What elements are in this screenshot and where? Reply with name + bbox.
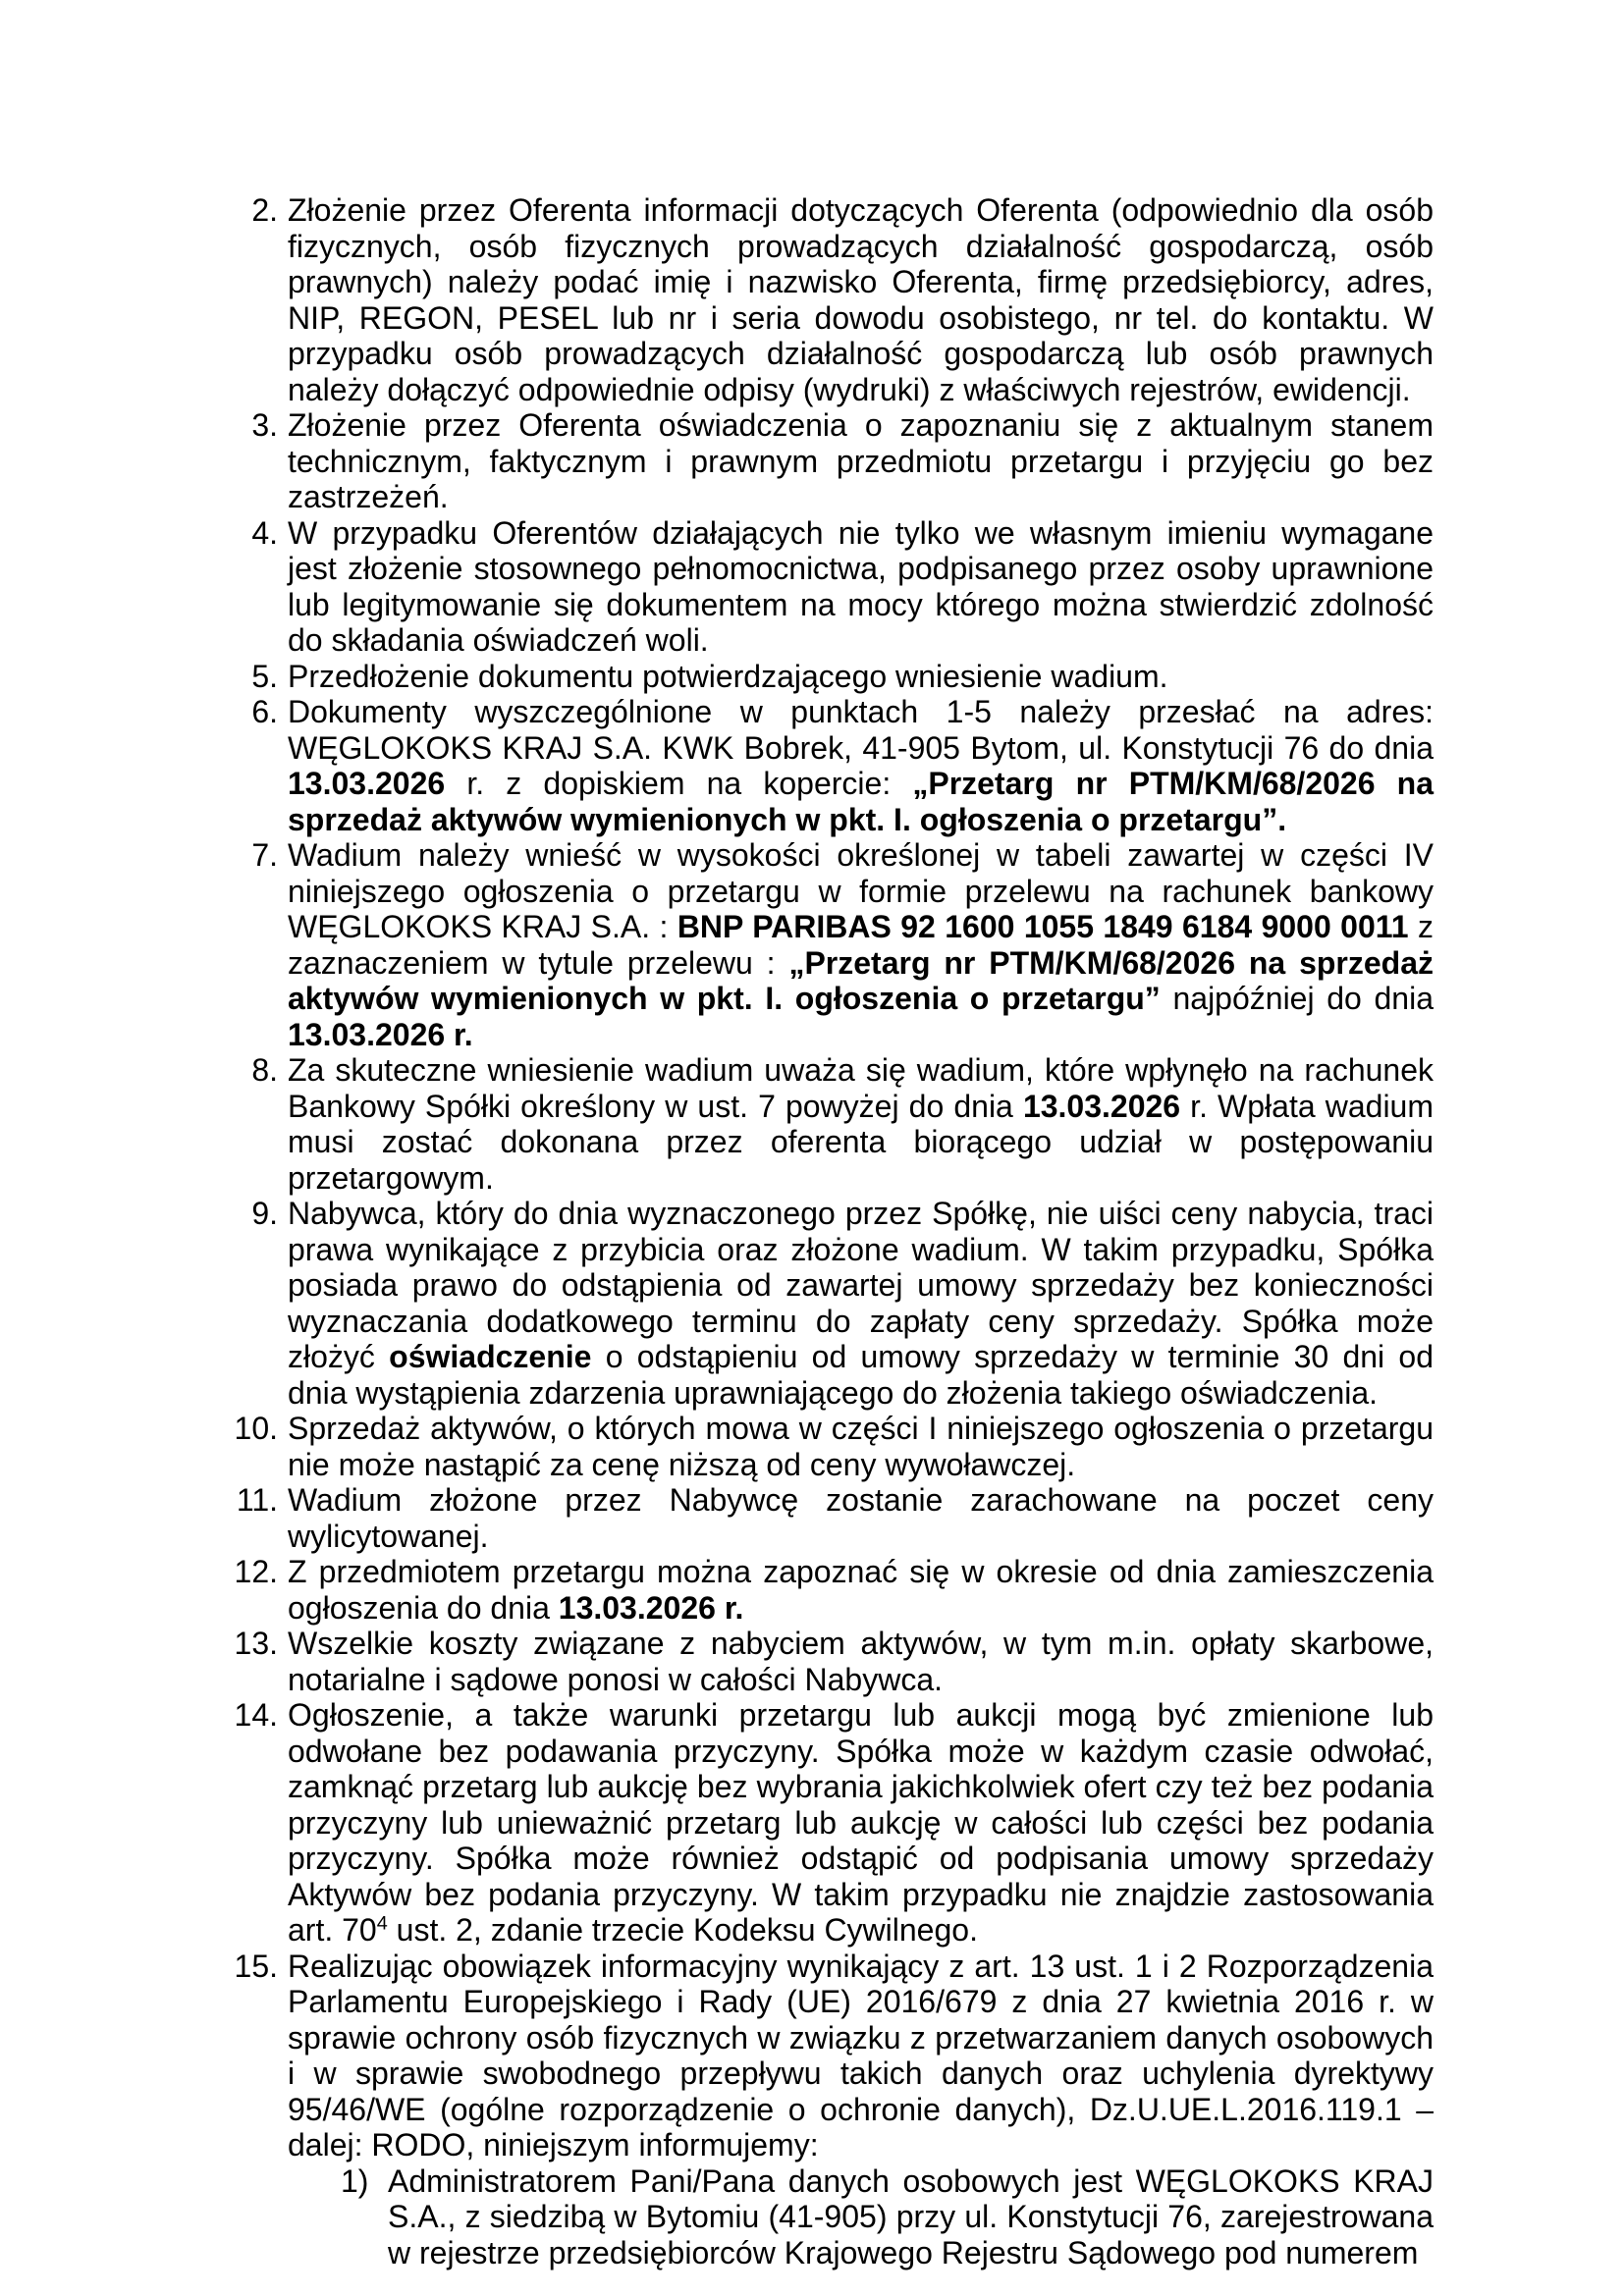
list-item <box>233 1554 1434 1626</box>
bold-text-segment: BNP PARIBAS 92 1600 1055 1849 6184 9000 0011 <box>677 909 1409 944</box>
list-item-text <box>288 1411 1434 1482</box>
list-item-text <box>288 1196 1434 1411</box>
text-segment: Sprzedaż aktywów, o których mowa w części I niniejszego ogłoszenia o przetargu nie może nastąpić za cenę niższą od ceny wywoławczej. <box>288 1411 1434 1482</box>
list-item-marker: 11. <box>236 1482 278 1518</box>
list-item <box>233 837 1434 1052</box>
list-item-marker: 7. <box>251 837 278 873</box>
sub-list-item <box>341 2163 1434 2271</box>
list-item-marker: 13. <box>234 1626 278 1661</box>
text-segment: ust. 2, zdanie trzecie Kodeksu Cywilnego. <box>387 1912 978 1948</box>
text-segment: Wszelkie koszty związane z nabyciem aktywów, w tym m.in. opłaty skarbowe, notarialne i sądowe ponosi w całości Nabywca. <box>288 1626 1434 1697</box>
text-segment: Wadium złożone przez Nabywcę zostanie zarachowane na poczet ceny wylicytowanej. <box>288 1482 1434 1554</box>
text-segment: Przedłożenie dokumentu potwierdzającego wniesienie wadium. <box>288 658 1168 694</box>
list-item-marker: 1) <box>341 2163 369 2199</box>
list-item-text <box>388 2163 1434 2270</box>
list-item <box>233 515 1434 659</box>
list-item-marker: 10. <box>234 1411 278 1446</box>
bold-text-segment: oświadczenie <box>389 1339 592 1374</box>
list-item <box>233 192 1434 407</box>
text-segment: Realizując obowiązek informacyjny wynikający z art. 13 ust. 1 i 2 Rozporządzenia Parlamentu Europejskiego i Rady (UE) 2016/679 z dnia 27 kwietnia 2016 r. w sprawie ochrony osób fizycznych w związku z przetwarzaniem danych osobowych i w sprawie swobodnego przepływu takich danych oraz uchylenia dyrektywy 95/46/WE (ogólne rozporządzenie o ochronie danych), Dz.U.UE.L.2016.119.1 – dalej: RODO, niniejszym informujemy: <box>288 1948 1434 2163</box>
list-item <box>233 1697 1434 1949</box>
text-segment: r. z dopiskiem na kopercie: <box>445 766 913 801</box>
text-segment: Za skuteczne wniesienie wadium uważa się wadium, które wpłynęło na rachunek Bankowy Spółki określony w ust. 7 powyżej do dnia <box>288 1052 1434 1124</box>
bold-text-segment: 13.03.2026 r. <box>558 1589 744 1626</box>
list-item-marker: 15. <box>234 1948 278 1984</box>
list-item <box>233 659 1434 695</box>
document-list <box>233 192 1434 2270</box>
list-item-marker: 9. <box>251 1196 278 1231</box>
text-segment: o odstąpieniu od umowy sprzedaży w terminie 30 dni od dnia wystąpienia zdarzenia uprawniającego do złożenia takiego oświadczenia. <box>288 1339 1435 1411</box>
list-item-text <box>288 1554 1434 1626</box>
list-item-text <box>288 1697 1434 1948</box>
text-segment: Nabywca, który do dnia wyznaczonego przez Spółkę, nie uiści ceny nabycia, traci prawa wynikające z przybicia oraz złożone wadium. W takim przypadku, Spółka posiada prawo do odstąpienia od zawartej umowy sprzedaży bez konieczności wyznaczania dodatkowego terminu do zapłaty ceny sprzedaży. Spółka może złożyć <box>288 1196 1434 1374</box>
text-segment: Ogłoszenie, a także warunki przetargu lub aukcji mogą być zmienione lub odwołane bez podawania przyczyny. Spółka może w każdym czasie odwołać, zamknąć przetarg lub aukcję bez wybrania jakichkolwiek ofert czy też bez podania przyczyny lub unieważnić przetarg lub aukcję w całości lub części bez podania przyczyny. Spółka może również odstąpić od podpisania umowy sprzedaży Aktywów bez podania przyczyny. W takim przypadku nie znajdzie zastosowania art. 70 <box>288 1697 1434 1948</box>
text-segment: Z przedmiotem przetargu można zapoznać się w okresie od dnia zamieszczenia ogłoszenia do dnia <box>288 1554 1434 1626</box>
text-segment: z zaznaczeniem w tytule przelewu : <box>288 909 1435 981</box>
text-segment: Dokumenty wyszczególnione w punktach 1-5 należy przesłać na adres: WĘGLOKOKS KRAJ S.A. KWK Bobrek, 41-905 Bytom, ul. Konstytucji 76 do dnia <box>288 694 1434 766</box>
list-item-marker: 6. <box>251 694 278 729</box>
list-item-text <box>288 1949 1434 2163</box>
list-item <box>233 1949 1434 2163</box>
list-item <box>233 1411 1434 1482</box>
list-item <box>233 1196 1434 1411</box>
list-item <box>233 694 1434 837</box>
list-item-marker: 12. <box>234 1554 278 1589</box>
list-item-text <box>288 1482 1434 1554</box>
list-item <box>233 1482 1434 1554</box>
text-segment: najpóźniej do dnia <box>1160 981 1435 1016</box>
bold-text-segment: 13.03.2026 <box>288 766 446 801</box>
bold-text-segment: 13.03.2026 <box>1022 1088 1181 1124</box>
text-segment: Wadium należy wnieść w wysokości określonej w tabeli zawartej w części IV niniejszego ogłoszenia o przetargu w formie przelewu na rachunek bankowy WĘGLOKOKS KRAJ S.A. : <box>288 837 1434 944</box>
list-item-text <box>288 192 1434 407</box>
text-segment: Złożenie przez Oferenta informacji dotyczących Oferenta (odpowiednio dla osób fizycznych, osób fizycznych prowadzących działalność gospodarczą, osób prawnych) należy podać imię i nazwisko Oferenta, firmę przedsiębiorcy, adres, NIP, REGON, PESEL lub nr i seria dowodu osobistego, nr tel. do kontaktu. W przypadku osób prowadzących działalność gospodarczą lub osób prawnych należy dołączyć odpowiednie odpisy (wydruki) z właściwych rejestrów, ewidencji. <box>288 192 1434 407</box>
list-item-marker: 4. <box>251 514 278 551</box>
bold-text-segment: „Przetarg nr PTM/KM/68/2026 na sprzedaż aktywów wymienionych w pkt. I. ogłoszenia o przetargu”. <box>288 766 1434 837</box>
list-item-text <box>288 659 1168 694</box>
text-segment: Administratorem Pani/Pana danych osobowych jest WĘGLOKOKS KRAJ S.A., z siedzibą w Bytomiu (41-905) przy ul. Konstytucji 76, zarejestrowana w rejestrze przedsiębiorców Krajowego Rejestru Sądowego pod numerem <box>388 2163 1434 2270</box>
list-item-marker: 5. <box>251 658 278 694</box>
list-item-marker: 3. <box>251 407 278 443</box>
list-item <box>233 407 1434 515</box>
list-item <box>233 1626 1434 1697</box>
list-item-marker: 8. <box>251 1052 278 1088</box>
list-item-marker: 2. <box>251 192 278 228</box>
list-item-text <box>288 1626 1434 1697</box>
list-item <box>233 1052 1434 1196</box>
list-item-text <box>288 837 1434 1052</box>
list-item-text <box>288 1052 1434 1196</box>
superscript-text: 4 <box>376 1912 388 1935</box>
text-segment: r. Wpłata wadium musi zostać dokonana przez oferenta biorącego udział w postępowaniu przetargowym. <box>288 1088 1435 1196</box>
text-segment: Złożenie przez Oferenta oświadczenia o zapoznaniu się z aktualnym stanem technicznym, faktycznym i prawnym przedmiotu przetargu i przyjęciu go bez zastrzeżeń. <box>288 407 1434 514</box>
text-segment: W przypadku Oferentów działających nie tylko we własnym imieniu wymagane jest złożenie stosownego pełnomocnictwa, podpisanego przez osoby uprawnione lub legitymowanie się dokumentem na mocy którego można stwierdzić zdolność do składania oświadczeń woli. <box>288 514 1434 658</box>
list-item-text <box>288 694 1434 837</box>
list-item-text <box>288 515 1434 659</box>
bold-text-segment: „Przetarg nr PTM/KM/68/2026 na sprzedaż aktywów wymienionych w pkt. I. ogłoszenia o przetargu” <box>288 944 1435 1016</box>
list-item-text <box>288 407 1434 514</box>
list-item-marker: 14. <box>234 1697 278 1733</box>
bold-text-segment: 13.03.2026 r. <box>288 1016 473 1052</box>
